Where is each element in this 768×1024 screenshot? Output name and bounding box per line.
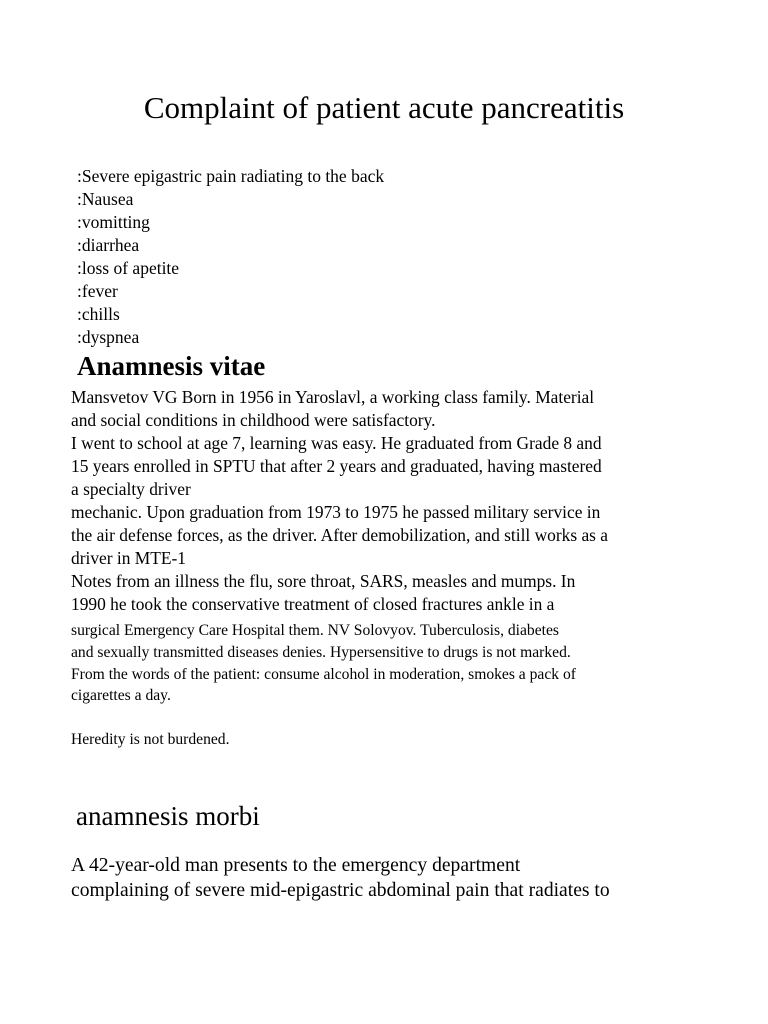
text-line: and sexually transmitted diseases denies. Hypersensitive to drugs is not marked. xyxy=(71,643,571,661)
complaint-item: :diarrhea xyxy=(77,235,140,255)
anamnesis-vitae-small-text xyxy=(71,620,711,707)
text-line: a specialty driver xyxy=(71,479,191,499)
complaint-item: :fever xyxy=(77,281,118,301)
text-line: cigarettes a day. xyxy=(71,687,171,705)
text-line: driver in MTE-1 xyxy=(71,548,186,568)
complaint-item: :Severe epigastric pain radiating to the back xyxy=(77,166,385,186)
text-line: A 42-year-old man presents to the emergency department xyxy=(71,855,521,876)
text-line: 15 years enrolled in SPTU that after 2 years and graduated, having mastered xyxy=(71,456,602,476)
text-line: From the words of the patient: consume alcohol in moderation, smokes a pack of xyxy=(71,665,576,683)
complaint-item: :vomitting xyxy=(77,212,150,232)
text-line: and social conditions in childhood were satisfactory. xyxy=(71,410,436,430)
anamnesis-vitae-heading: Anamnesis vitae xyxy=(77,351,266,381)
text-line: complaining of severe mid-epigastric abdominal pain that radiates to xyxy=(71,880,610,901)
anamnesis-morbi-text xyxy=(71,853,711,903)
complaint-item: :chills xyxy=(77,304,120,324)
text-line: surgical Emergency Care Hospital them. NV Solovyov. Tuberculosis, diabetes xyxy=(71,622,559,639)
text-line: Notes from an illness the flu, sore throat, SARS, measles and mumps. In xyxy=(71,571,576,591)
text-line: mechanic. Upon graduation from 1973 to 1975 he passed military service in xyxy=(71,502,601,522)
text-line: I went to school at age 7, learning was easy. He graduated from Grade 8 and xyxy=(71,433,602,453)
complaint-item: :Nausea xyxy=(77,189,134,209)
text-line: Mansvetov VG Born in 1956 in Yaroslavl, a working class family. Material xyxy=(71,387,595,407)
complaint-item: :loss of apetite xyxy=(77,258,180,278)
anamnesis-morbi-heading: anamnesis morbi xyxy=(76,801,260,831)
anamnesis-vitae-text xyxy=(71,386,711,616)
text-line: 1990 he took the conservative treatment of closed fractures ankle in a xyxy=(71,594,555,614)
page-title: Complaint of patient acute pancreatitis xyxy=(143,90,625,125)
complaints-list xyxy=(77,165,384,349)
complaint-item: :dyspnea xyxy=(77,327,140,347)
heredity-note: Heredity is not burdened. xyxy=(71,731,230,748)
text-line: the air defense forces, as the driver. After demobilization, and still works as a xyxy=(71,525,609,545)
